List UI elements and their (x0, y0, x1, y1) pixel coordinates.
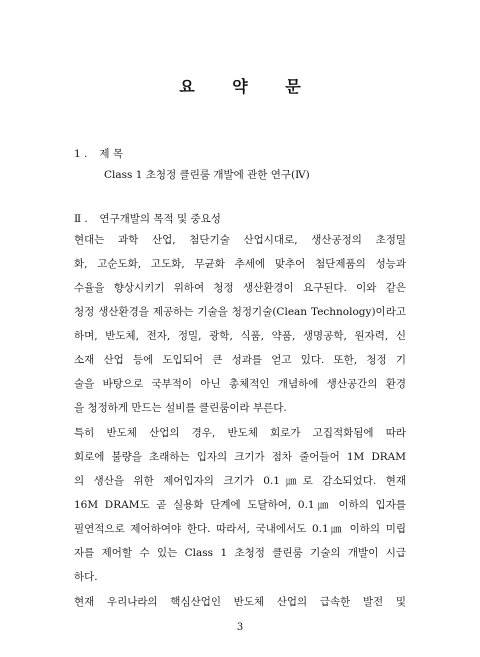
report-subtitle: Class 1 초청정 클린룸 개발에 관한 연구(Ⅳ) (104, 169, 310, 181)
body-line: 화, 고순도화, 고도화, 무균화 추세에 맞추어 첨단제품의 성능과 (74, 258, 406, 270)
body-line: 회로에 불량을 초래하는 입자의 크기가 점차 줄어들어 1M DRAM (74, 451, 406, 463)
section-1-heading (74, 146, 123, 161)
body-line: 하며, 반도체, 전자, 정밀, 광학, 식품, 약품, 생명공학, 원자력, 신 (74, 330, 406, 342)
body-line: 청정 생산환경을 제공하는 기술을 청정기술(Clean Technology)이라고 (74, 306, 406, 318)
page-number: 3 (236, 622, 244, 633)
body-line: 하다. (74, 571, 98, 583)
section-1-label: 제 목 (99, 148, 123, 160)
section-2-number: Ⅱ . (74, 213, 88, 225)
body-line: 자를 제어할 수 있는 Class 1 초청정 클린룸 기술의 개발이 시급 (74, 547, 406, 559)
section-2-label: 연구개발의 목적 및 중요성 (99, 213, 221, 225)
body-line: 특히 반도체 산업의 경우, 반도체 회로가 고집적화됨에 따라 (74, 427, 406, 439)
section-2-heading (74, 211, 221, 226)
body-line: 필연적으로 제어하여야 한다. 따라서, 국내에서도 0.1㎛ 이하의 미립 (74, 523, 406, 535)
body-line: 을 청정하게 만드는 설비를 클린룸이라 부른다. (74, 402, 287, 414)
body-line: 의 생산을 위한 제어입자의 크기가 0.1㎛로 감소되었다. 현재 (74, 475, 406, 487)
body-line: 현재 우리나라의 핵심산업인 반도체 산업의 급속한 발전 및 (74, 596, 406, 608)
body-line: 현대는 과학 산업, 첨단기술 산업시대로, 생산공정의 초정밀 (74, 234, 406, 246)
body-line: 16M DRAM도 곧 실용화 단계에 도달하여, 0.1㎛ 이하의 입자를 (74, 499, 406, 511)
body-line: 수율을 향상시키기 위하여 청정 생산환경이 요구된다. 이와 같은 (74, 282, 406, 294)
body-line: 술을 바탕으로 국부적이 아닌 총체적인 개념하에 생산공간의 환경 (74, 378, 406, 390)
body-line: 소재 산업 등에 도입되어 큰 성과를 얻고 있다. 또한, 청정 기 (74, 354, 406, 366)
page-title: 요 약 문 (179, 77, 317, 96)
section-1-number: 1 . (74, 148, 88, 160)
